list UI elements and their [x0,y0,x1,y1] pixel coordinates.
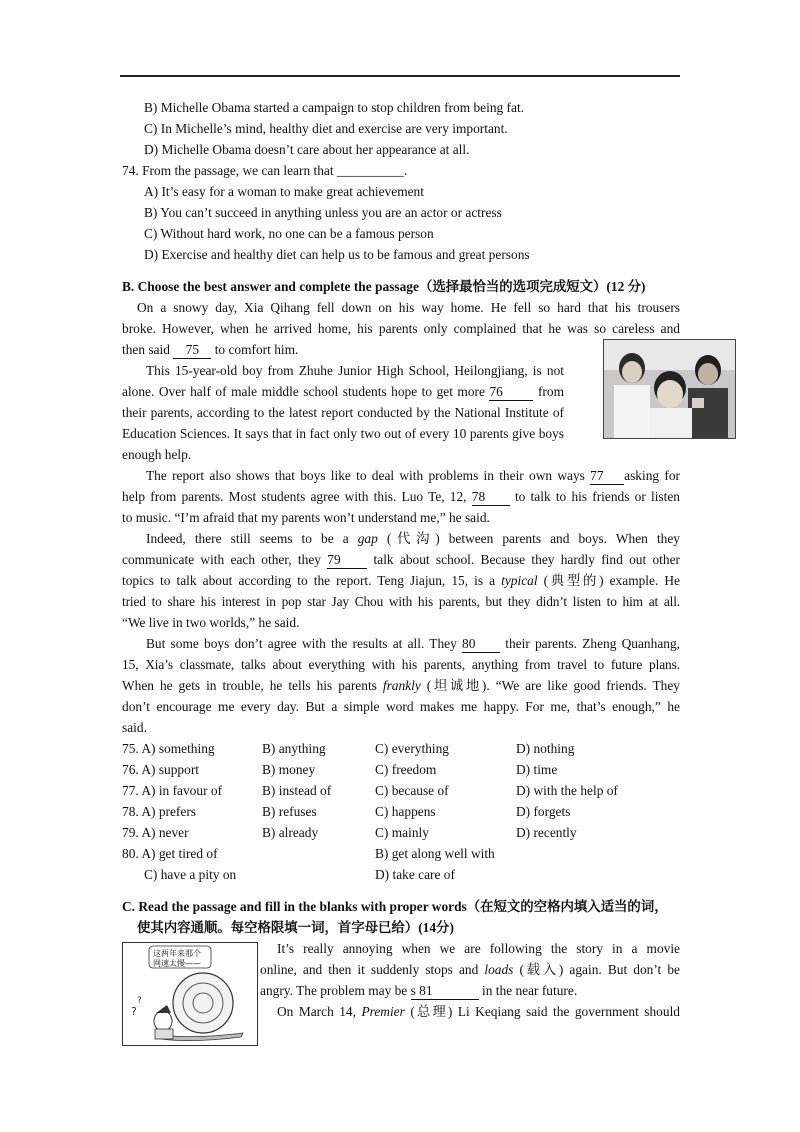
passage-c-line [260,959,680,980]
section-c-heading-cont: 使其内容通顺。每空格限填一词，首字母已给）(14分) [137,920,454,935]
blank-79: 79 [327,552,367,569]
blank-80: 80 [462,636,500,653]
blank-77: 77 [590,468,624,485]
option-75-b: B) anything [262,741,326,756]
option-77-c: C) because of [375,783,449,798]
option-80-c: C) have a pity on [144,867,237,882]
option-75-c: C) everything [375,741,450,756]
students-photo [603,339,736,439]
term-frankly: frankly [382,678,421,693]
option-77-b: B) instead of [262,783,332,798]
option-75-d: D) nothing [516,741,575,756]
text-segment: topics to talk about according to the report. Teng Jiajun, 15, is a [122,573,496,588]
option-76-b: B) money [262,762,316,777]
text-segment: But some boys don’t agree with the results at all. They [146,636,457,651]
blank-81: s 81 [411,983,479,1000]
text-segment: (总理) Li Keqiang said the government should [410,1004,680,1019]
text-segment: (坦诚地). “We are like good friends. They [426,678,681,693]
text-segment: asking for [624,468,680,483]
q73-option-b: B) Michelle Obama started a campaign to stop children from being fat. [144,100,525,115]
option-80-b: B) get along well with [375,846,495,861]
top-rule [120,75,680,77]
students-photo-image [604,340,735,438]
passage-c-line: It’s really annoying when we are following the story in a movie [277,941,680,956]
option-77-d: D) with the help of [516,783,618,798]
passage-b-line: said. [122,720,147,735]
text-segment: from [537,384,564,399]
passage-b-line: tried to share his interest in pop star Jay Chou with his parents, but they didn’t listen to him at all. [122,594,680,609]
passage-b-line [146,633,680,654]
term-gap: gap [357,531,378,546]
option-79-d: D) recently [516,825,577,840]
option-78-c: C) happens [375,804,436,819]
text-segment: communicate with each other, they [122,552,321,567]
term-loads: loads [484,962,514,977]
section-c-heading: C. Read the passage and fill in the blanks with proper words（在短文的空格内填入适当的词， [122,899,668,914]
text-segment: alone. Over half of male middle school students hope to get more [122,384,485,399]
section-b-heading: B. Choose the best answer and complete the passage（选择最恰当的选项完成短文）(12 分) [122,279,646,294]
passage-b-line [122,381,564,402]
passage-b-line [122,339,682,360]
text-segment: angry. The problem may be [260,983,408,998]
q73-option-c: C) In Michelle’s mind, healthy diet and exercise are very important. [144,121,508,136]
text-segment: to talk to his friends or listen [514,489,680,504]
text-segment: (典型的) example. He [543,573,680,588]
option-80-d: D) take care of [375,867,455,882]
term-typical: typical [501,573,538,588]
passage-b-line [122,549,680,570]
svg-text:?: ? [131,1005,137,1018]
text-segment: in the near future. [481,983,578,998]
passage-b-line: their parents, according to the latest report conducted by the National Institute of [122,405,564,420]
passage-b-line [122,570,680,591]
q74-stem: 74. From the passage, we can learn that __________. [122,163,408,178]
text-segment: On March 14, [277,1004,356,1019]
passage-b-line: don’t encourage me every day. But a simple word makes me happy. For me, that’s enough,” he [122,699,680,714]
svg-text:?: ? [137,996,142,1006]
option-76-d: D) time [516,762,558,777]
passage-b-line: 15, Xia’s classmate, talks about everything with his parents, anything from travel to future plans. [122,657,680,672]
passage-b-line: broke. However, when he arrived home, his parents only complained that he was so careless and [122,321,680,336]
passage-b-line: “We live in two worlds,” he said. [122,615,300,630]
text-segment: The report also shows that boys like to deal with problems in their own ways [146,468,585,483]
option-80-a: 80. A) get tired of [122,846,218,861]
passage-c-line [260,980,680,1001]
cartoon-caption: 这两年来那个 网速太慢—— [153,949,201,968]
passage-b-line: On a snowy day, Xia Qihang fell down on his way home. He fell so hard that his trousers [137,300,680,315]
passage-b-line: This 15-year-old boy from Zhuhe Junior High School, Heilongjiang, is not [146,363,564,378]
q74-option-a: A) It’s easy for a woman to make great achievement [144,184,424,199]
text-segment: help from parents. Most students agree with this. Luo Te, 12, [122,489,467,504]
passage-c-line [277,1001,680,1022]
passage-b-line [122,486,680,507]
option-79-a: 79. A) never [122,825,189,840]
option-78-b: B) refuses [262,804,317,819]
q73-option-d: D) Michelle Obama doesn’t care about her appearance at all. [144,142,470,157]
text-segment: talk about school. Because they hardly find out other [373,552,680,567]
q74-option-c: C) Without hard work, no one can be a famous person [144,226,434,241]
text-segment: Indeed, there still seems to be a [146,531,349,546]
option-75-a: 75. A) something [122,741,215,756]
blank-76: 76 [489,384,533,401]
passage-b-line [146,528,680,549]
passage-b-line [146,465,680,486]
snail-cartoon [122,942,258,1046]
blank-75: 75 [173,342,211,359]
blank-78: 78 [472,489,510,506]
text-segment: online, and then it suddenly stops and [260,962,479,977]
text-segment: When he gets in trouble, he tells his parents [122,678,377,693]
text-segment: their parents. Zheng Quanhang, [505,636,681,651]
passage-b-line: enough help. [122,447,192,462]
q74-option-b: B) You can’t succeed in anything unless you are an actor or actress [144,205,502,220]
option-79-b: B) already [262,825,319,840]
term-premier: Premier [361,1004,405,1019]
q74-option-d: D) Exercise and healthy diet can help us to be famous and great persons [144,247,530,262]
option-78-a: 78. A) prefers [122,804,196,819]
option-76-a: 76. A) support [122,762,199,777]
option-78-d: D) forgets [516,804,571,819]
option-79-c: C) mainly [375,825,429,840]
passage-b-line: to music. “I’m afraid that my parents won’t understand me,” he said. [122,510,490,525]
option-76-c: C) freedom [375,762,437,777]
text-segment: (载入) again. But don’t be [519,962,680,977]
text-segment: to comfort him. [214,342,299,357]
option-77-a: 77. A) in favour of [122,783,223,798]
passage-b-line [122,675,680,696]
passage-b-line: Education Sciences. It says that in fact only two out of every 10 parents give boys [122,426,564,441]
text-segment: then said [122,342,170,357]
text-segment: (代沟) between parents and boys. When they [386,531,680,546]
